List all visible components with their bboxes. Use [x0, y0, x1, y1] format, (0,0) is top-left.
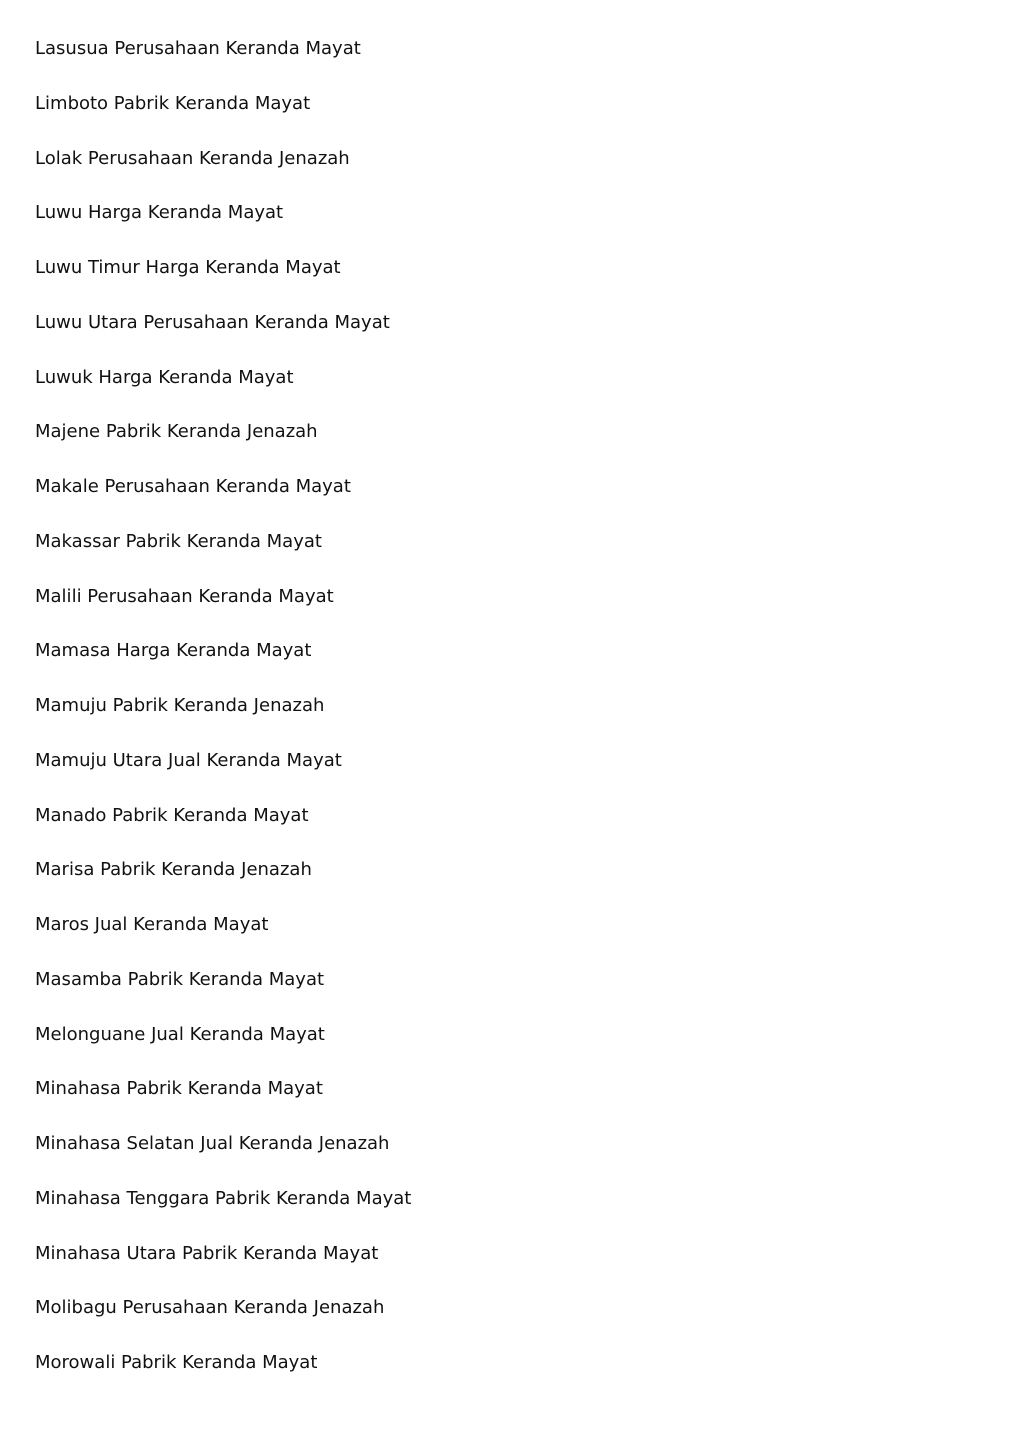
- list-item: Makassar Pabrik Keranda Mayat: [35, 530, 322, 552]
- list-item: Lasusua Perusahaan Keranda Mayat: [35, 38, 361, 59]
- list-item: Mamuju Utara Jual Keranda Mayat: [35, 749, 342, 771]
- text-list: [35, 34, 995, 1403]
- list-item: Minahasa Tenggara Pabrik Keranda Mayat: [35, 1187, 412, 1209]
- list-item: Maros Jual Keranda Mayat: [35, 914, 269, 935]
- list-item: Majene Pabrik Keranda Jenazah: [35, 421, 318, 443]
- document-page: [35, 34, 995, 1403]
- list-item: Luwu Timur Harga Keranda Mayat: [35, 257, 341, 278]
- list-item: Morowali Pabrik Keranda Mayat: [35, 1352, 318, 1373]
- list-item: Luwu Harga Keranda Mayat: [35, 202, 284, 224]
- list-item: Minahasa Pabrik Keranda Mayat: [35, 1078, 323, 1100]
- list-item: Melonguane Jual Keranda Mayat: [35, 1023, 325, 1045]
- list-item: Manado Pabrik Keranda Mayat: [35, 804, 309, 826]
- list-item: Minahasa Selatan Jual Keranda Jenazah: [35, 1133, 390, 1154]
- list-item: Luwu Utara Perusahaan Keranda Mayat: [35, 311, 390, 333]
- list-item: Lolak Perusahaan Keranda Jenazah: [35, 147, 350, 169]
- list-item: Mamasa Harga Keranda Mayat: [35, 640, 312, 662]
- list-item: Molibagu Perusahaan Keranda Jenazah: [35, 1297, 385, 1319]
- list-item: Limboto Pabrik Keranda Mayat: [35, 92, 311, 114]
- list-item: Luwuk Harga Keranda Mayat: [35, 366, 294, 388]
- list-item: Masamba Pabrik Keranda Mayat: [35, 968, 325, 990]
- list-item: Mamuju Pabrik Keranda Jenazah: [35, 695, 325, 716]
- list-item: Makale Perusahaan Keranda Mayat: [35, 476, 351, 497]
- list-item: Malili Perusahaan Keranda Mayat: [35, 585, 334, 607]
- list-item: Marisa Pabrik Keranda Jenazah: [35, 859, 312, 881]
- list-item: Minahasa Utara Pabrik Keranda Mayat: [35, 1242, 379, 1264]
